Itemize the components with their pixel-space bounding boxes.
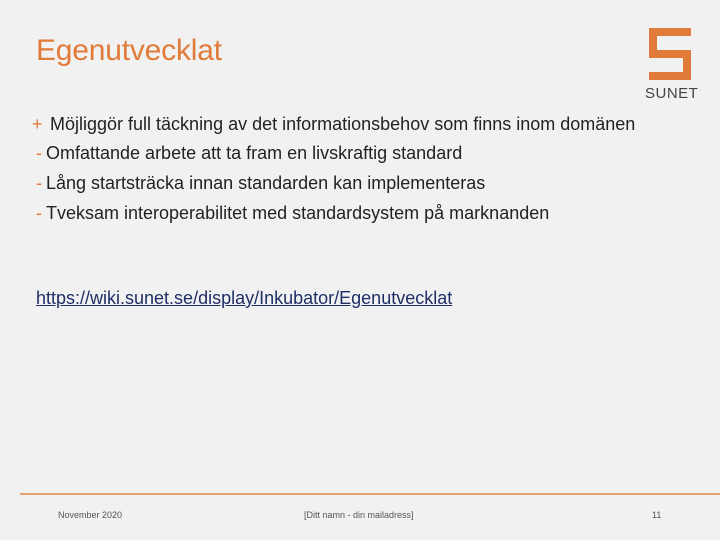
slide-title: Egenutvecklat	[36, 34, 222, 67]
footer-divider	[20, 493, 720, 495]
bullet-text: Lång startsträcka innan standarden kan implementeras	[46, 173, 486, 193]
footer-date: November 2020	[58, 510, 123, 520]
bullet-item	[36, 203, 656, 224]
logo-text: SUNET	[645, 85, 699, 102]
bullet-item	[36, 143, 656, 164]
minus-marker: -	[36, 203, 42, 223]
bullet-list	[32, 114, 656, 233]
footer-author: [Ditt namn - din mailadress]	[304, 510, 414, 520]
minus-marker: -	[36, 173, 42, 193]
bullet-item	[32, 114, 656, 135]
sunet-logo-icon	[645, 28, 695, 82]
bullet-text: Tveksam interoperabilitet med standardsystem på marknanden	[46, 203, 550, 223]
bullet-item	[36, 173, 656, 194]
bullet-text: Möjliggör full täckning av det informationsbehov som finns inom domänen	[50, 114, 636, 134]
plus-marker: +	[32, 114, 43, 134]
bullet-text: Omfattande arbete att ta fram en livskraftig standard	[46, 143, 463, 163]
wiki-link[interactable]: https://wiki.sunet.se/display/Inkubator/Egenutvecklat	[36, 288, 453, 308]
page-number: 11	[652, 510, 662, 520]
sunet-logo	[645, 28, 699, 104]
minus-marker: -	[36, 143, 42, 163]
